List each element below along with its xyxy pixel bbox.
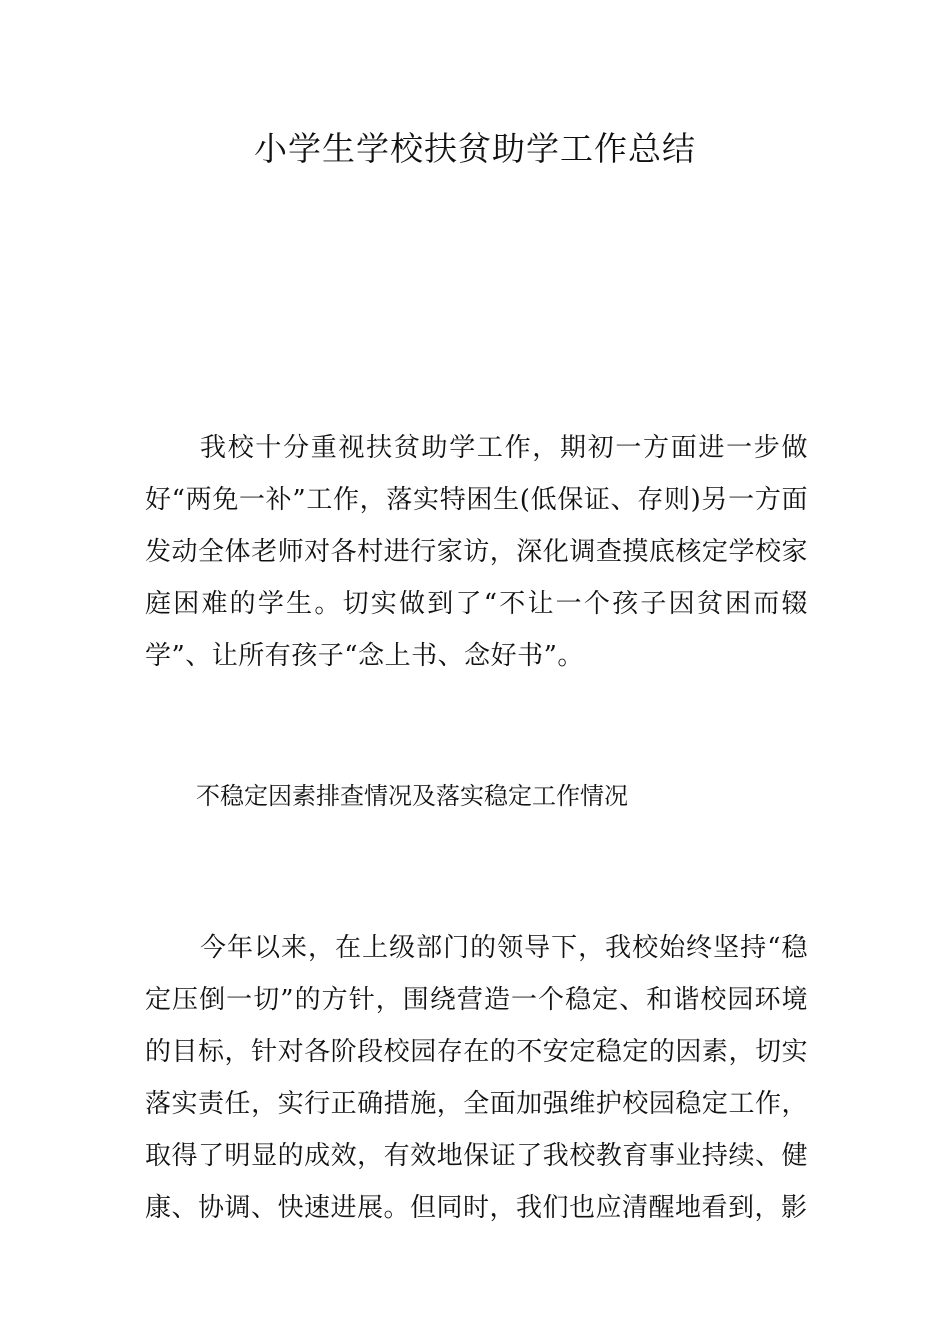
paragraph-poverty-aid: 我校十分重视扶贫助学工作，期初一方面进一步做好“两免一补”工作，落实特困生(低保证、存则)另一方面发动全体老师对各村进行家访，深化调查摸底核定学校家庭困难的学生。切实做到了“不让一个孩子因贫困而辍学”、让所有孩子“念上书、念好书”。 [145,433,808,671]
section-subheading: 不稳定因素排查情况及落实稳定工作情况 [196,782,628,810]
document-title: 小学生学校扶贫助学工作总结 [254,129,696,168]
paragraph-stability: 今年以来，在上级部门的领导下，我校始终坚持“稳定压倒一切”的方针，围绕营造一个稳定、和谐校园环境的目标，针对各阶段校园存在的不安定稳定的因素，切实落实责任，实行正确措施，全面加强维护校园稳定工作，取得了明显的成效，有效地保证了我校教育事业持续、健康、协调、快速进展。但同时，我们也应清醒地看到，影 [145,933,808,1223]
